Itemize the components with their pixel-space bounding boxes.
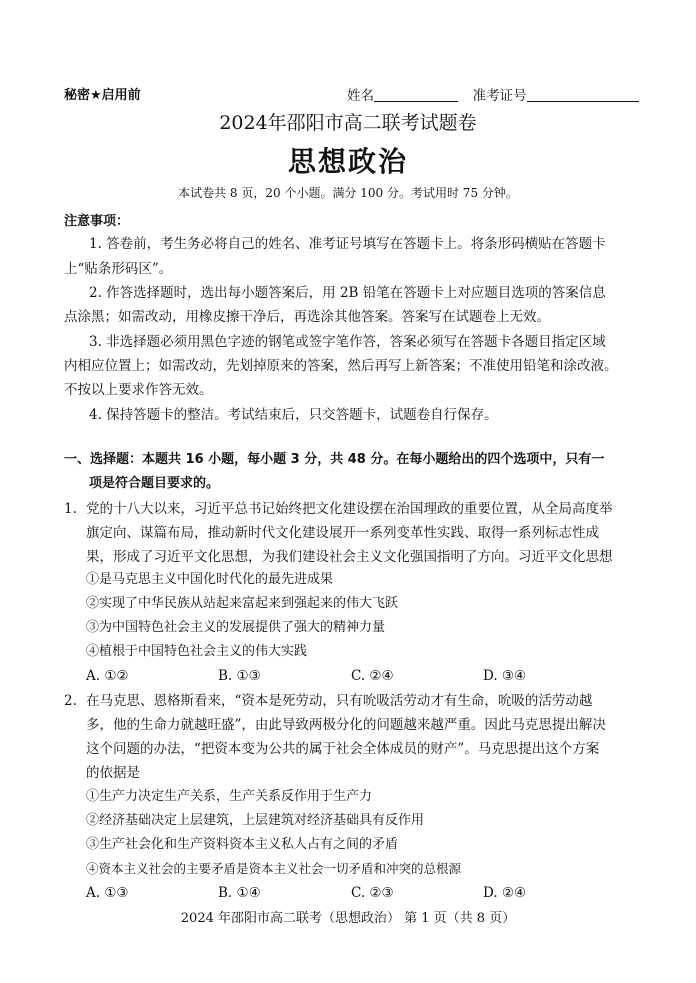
question-number: 2.: [64, 693, 77, 709]
option-c[interactable]: C. ②③: [351, 885, 394, 901]
option-d[interactable]: D. ③④: [483, 668, 527, 684]
statement: ①是马克思主义中国化时代化的最先进成果: [86, 572, 334, 587]
notes-line: 4. 保持答题卡的整洁。考试结束后，只交答题卡，试题卷自行保存。: [89, 407, 498, 423]
statement: ④植根于中国特色社会主义的伟大实践: [86, 644, 308, 659]
option-d[interactable]: D. ②④: [483, 885, 527, 901]
option-b[interactable]: B. ①④: [218, 885, 261, 901]
notes-line: 点涂黑；如需改动，用橡皮擦干净后，再选涂其他答案。答案写在试题卷上无效。: [64, 309, 550, 325]
statement: ①生产力决定生产关系，生产关系反作用于生产力: [86, 789, 373, 804]
notes-heading: 注意事项：: [64, 214, 130, 229]
statement: ②经济基础决定上层建筑，上层建筑对经济基础具有反作用: [86, 813, 425, 828]
statement: ④资本主义社会的主要矛盾是资本主义社会一切矛盾和冲突的总根源: [86, 861, 462, 876]
statement: ②实现了中华民族从站起来富起来到强起来的伟大飞跃: [86, 596, 399, 611]
option-a[interactable]: A. ①③: [86, 885, 129, 901]
question-stem: 在马克思、恩格斯看来，“资本是死劳动，只有吮吸活劳动才有生命，吮吸的活劳动越: [86, 693, 593, 709]
section-heading: 一、选择题：本题共 16 小题，每小题 3 分，共 48 分。在每小题给出的四个选项中，只有一: [64, 452, 605, 467]
notes-line: 内相应位置上；如需改动，先划掉原来的答案，然后再写上新答案；不准使用铅笔和涂改液。: [64, 358, 618, 374]
notes-line: 上“贴条形码区”。: [64, 261, 173, 277]
question-stem: 这个问题的办法，“把资本变为公共的属于社会全体成员的财产”。马克思提出这个方案: [86, 741, 600, 757]
ticket-input-line: [527, 87, 639, 102]
name-label: 姓名: [347, 88, 374, 104]
question-stem: 党的十八大以来，习近平总书记始终把文化建设摆在治国理政的重要位置，从全局高度举: [86, 501, 613, 517]
statement: ③生产社会化和生产资料资本主义私人占有之间的矛盾: [86, 837, 399, 852]
page-footer: 2024 年邵阳市高二联考（思想政治） 第 1 页（共 8 页）: [180, 911, 516, 926]
ticket-label: 准考证号: [472, 88, 527, 104]
name-field-group: [347, 84, 639, 104]
notes-line: 3. 非选择题必须用黑色字迹的钢笔或签字笔作答，答案必须写在答题卡各题目指定区域: [89, 334, 606, 350]
notes-line: 2. 作答选择题时，选出每小题答案后，用 2B 铅笔在答题卡上对应题目选项的答案信息: [89, 285, 606, 301]
question-stem: 的依据是: [86, 765, 140, 781]
confidential-label: 秘密★启用前: [64, 88, 141, 103]
subject-title: 思想政治: [287, 145, 408, 178]
section-heading: 项是符合题目要求的。: [89, 476, 220, 491]
option-a[interactable]: A. ①②: [86, 668, 129, 684]
notes-line: 不按以上要求作答无效。: [64, 382, 213, 398]
name-input-line: [374, 87, 458, 102]
exam-info: 本试卷共 8 页，20 个小题。满分 100 分。考试用时 75 分钟。: [178, 186, 518, 200]
exam-title: 2024年邵阳市高二联考试题卷: [219, 112, 477, 134]
option-c[interactable]: C. ②④: [351, 668, 394, 684]
question-stem: 多，他的生命力就越旺盛”，由此导致两极分化的问题越来越严重。因此马克思提出解决: [86, 717, 606, 733]
statement: ③为中国特色社会主义的发展提供了强大的精神力量: [86, 620, 386, 635]
notes-line: 1. 答卷前，考生务必将自己的姓名、准考证号填写在答题卡上。将条形码横贴在答题卡: [89, 236, 606, 252]
question-stem: 旗定向、谋篇布局，推动新时代文化建设展开一系列变革性实践、取得一系列标志性成: [86, 525, 599, 541]
question-number: 1.: [64, 501, 77, 517]
question-stem: 果，形成了习近平文化思想，为我们建设社会主义文化强国指明了方向。习近平文化思想: [86, 549, 613, 565]
option-b[interactable]: B. ①③: [218, 668, 261, 684]
